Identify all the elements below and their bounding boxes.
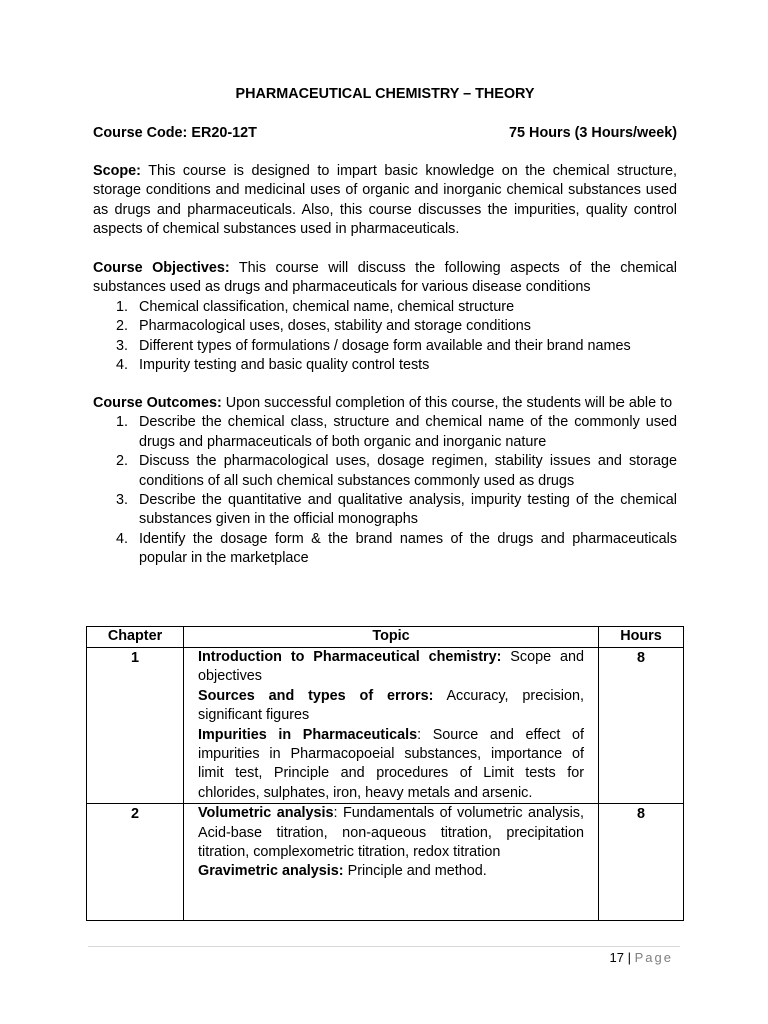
objectives-intro: [93, 259, 677, 298]
topic-entry: Impurities in Pharmaceuticals: Source and effect of impurities in Pharmacopoeial substances, importance of limit test, Principle and procedures of Limit tests for chlorides, sulphates, iron, heavy metals and arsenic.: [198, 726, 584, 801]
scope-paragraph: [93, 162, 677, 240]
outcomes-label: Course Outcomes:: [93, 395, 222, 411]
header-hours: Hours: [599, 627, 684, 648]
table-row: [87, 804, 684, 921]
outcomes-intro: [93, 394, 677, 413]
scope-text: This course is designed to impart basic knowledge on the chemical structure, storage conditions and medicinal uses of organic and inorganic chemical substances used as drugs and pharmaceuticals. Also, this course discusses the impurities, quality control aspects of chemical substances used in pharmaceuticals.: [93, 163, 677, 238]
syllabus-table: [86, 626, 684, 921]
topic-entry: Introduction to Pharmaceutical chemistry: Scope and objectives: [198, 649, 585, 685]
hours-value: 8: [599, 804, 684, 921]
list-item: 2. Discuss the pharmacological uses, dosage regimen, stability issues and storage conditions of all such chemical substances commonly used as drugs: [116, 453, 677, 489]
outcomes-section: [93, 394, 677, 569]
footer-divider: [88, 946, 680, 947]
chapter-number: 2: [87, 804, 184, 921]
list-item: 1. Chemical classification, chemical name, chemical structure: [116, 298, 515, 315]
chapter-number: 1: [87, 648, 184, 804]
scope-label: Scope:: [93, 163, 141, 179]
objectives-list: [93, 298, 677, 376]
objectives-section: [93, 259, 677, 375]
list-item: 3. Describe the quantitative and qualitative analysis, impurity testing of the chemical substances given in the official monographs: [116, 492, 677, 528]
objectives-intro-text: This course will discuss the following aspects of the chemical substances used as drugs and pharmaceuticals for various disease conditions: [93, 260, 677, 296]
list-item: 2. Pharmacological uses, doses, stability and storage conditions: [116, 318, 531, 335]
topic-entry: Gravimetric analysis: Principle and method.: [198, 863, 487, 880]
outcomes-intro-text: Upon successful completion of this course, the students will be able to: [225, 395, 673, 411]
list-item: 1. Describe the chemical class, structure and chemical name of the commonly used drugs and pharmaceuticals of both organic and inorganic nature: [116, 414, 677, 450]
outcomes-list: [93, 413, 677, 568]
table-row: [87, 648, 684, 804]
course-hours: 75 Hours (3 Hours/week): [509, 125, 677, 141]
list-item: 4. Identify the dosage form & the brand names of the drugs and pharmaceuticals popular in the marketplace: [116, 530, 677, 567]
course-code: Course Code: ER20-12T: [93, 125, 257, 141]
header-chapter: Chapter: [87, 627, 184, 648]
page-label: Page: [634, 950, 673, 965]
hours-value: 8: [599, 648, 684, 804]
footer-separator: |: [624, 950, 635, 965]
header-topic: Topic: [184, 627, 599, 648]
topic-cell: [184, 648, 599, 804]
list-item: 4. Impurity testing and basic quality control tests: [116, 357, 430, 374]
topic-entry: Sources and types of errors: Accuracy, precision, significant figures: [198, 687, 584, 724]
topic-cell: [184, 804, 599, 921]
table-header-row: [87, 627, 684, 648]
page-footer: [610, 948, 673, 967]
topic-entry: Volumetric analysis: Fundamentals of volumetric analysis, Acid-base titration, non-aqueous titration, precipitation titration, complexometric titration, redox titration: [198, 805, 585, 861]
page-title: PHARMACEUTICAL CHEMISTRY – THEORY: [235, 86, 535, 102]
list-item: 3. Different types of formulations / dosage form available and their brand names: [116, 337, 631, 354]
objectives-label: Course Objectives:: [93, 260, 230, 276]
page-number: 17: [609, 950, 625, 965]
course-code-row: [93, 124, 677, 143]
